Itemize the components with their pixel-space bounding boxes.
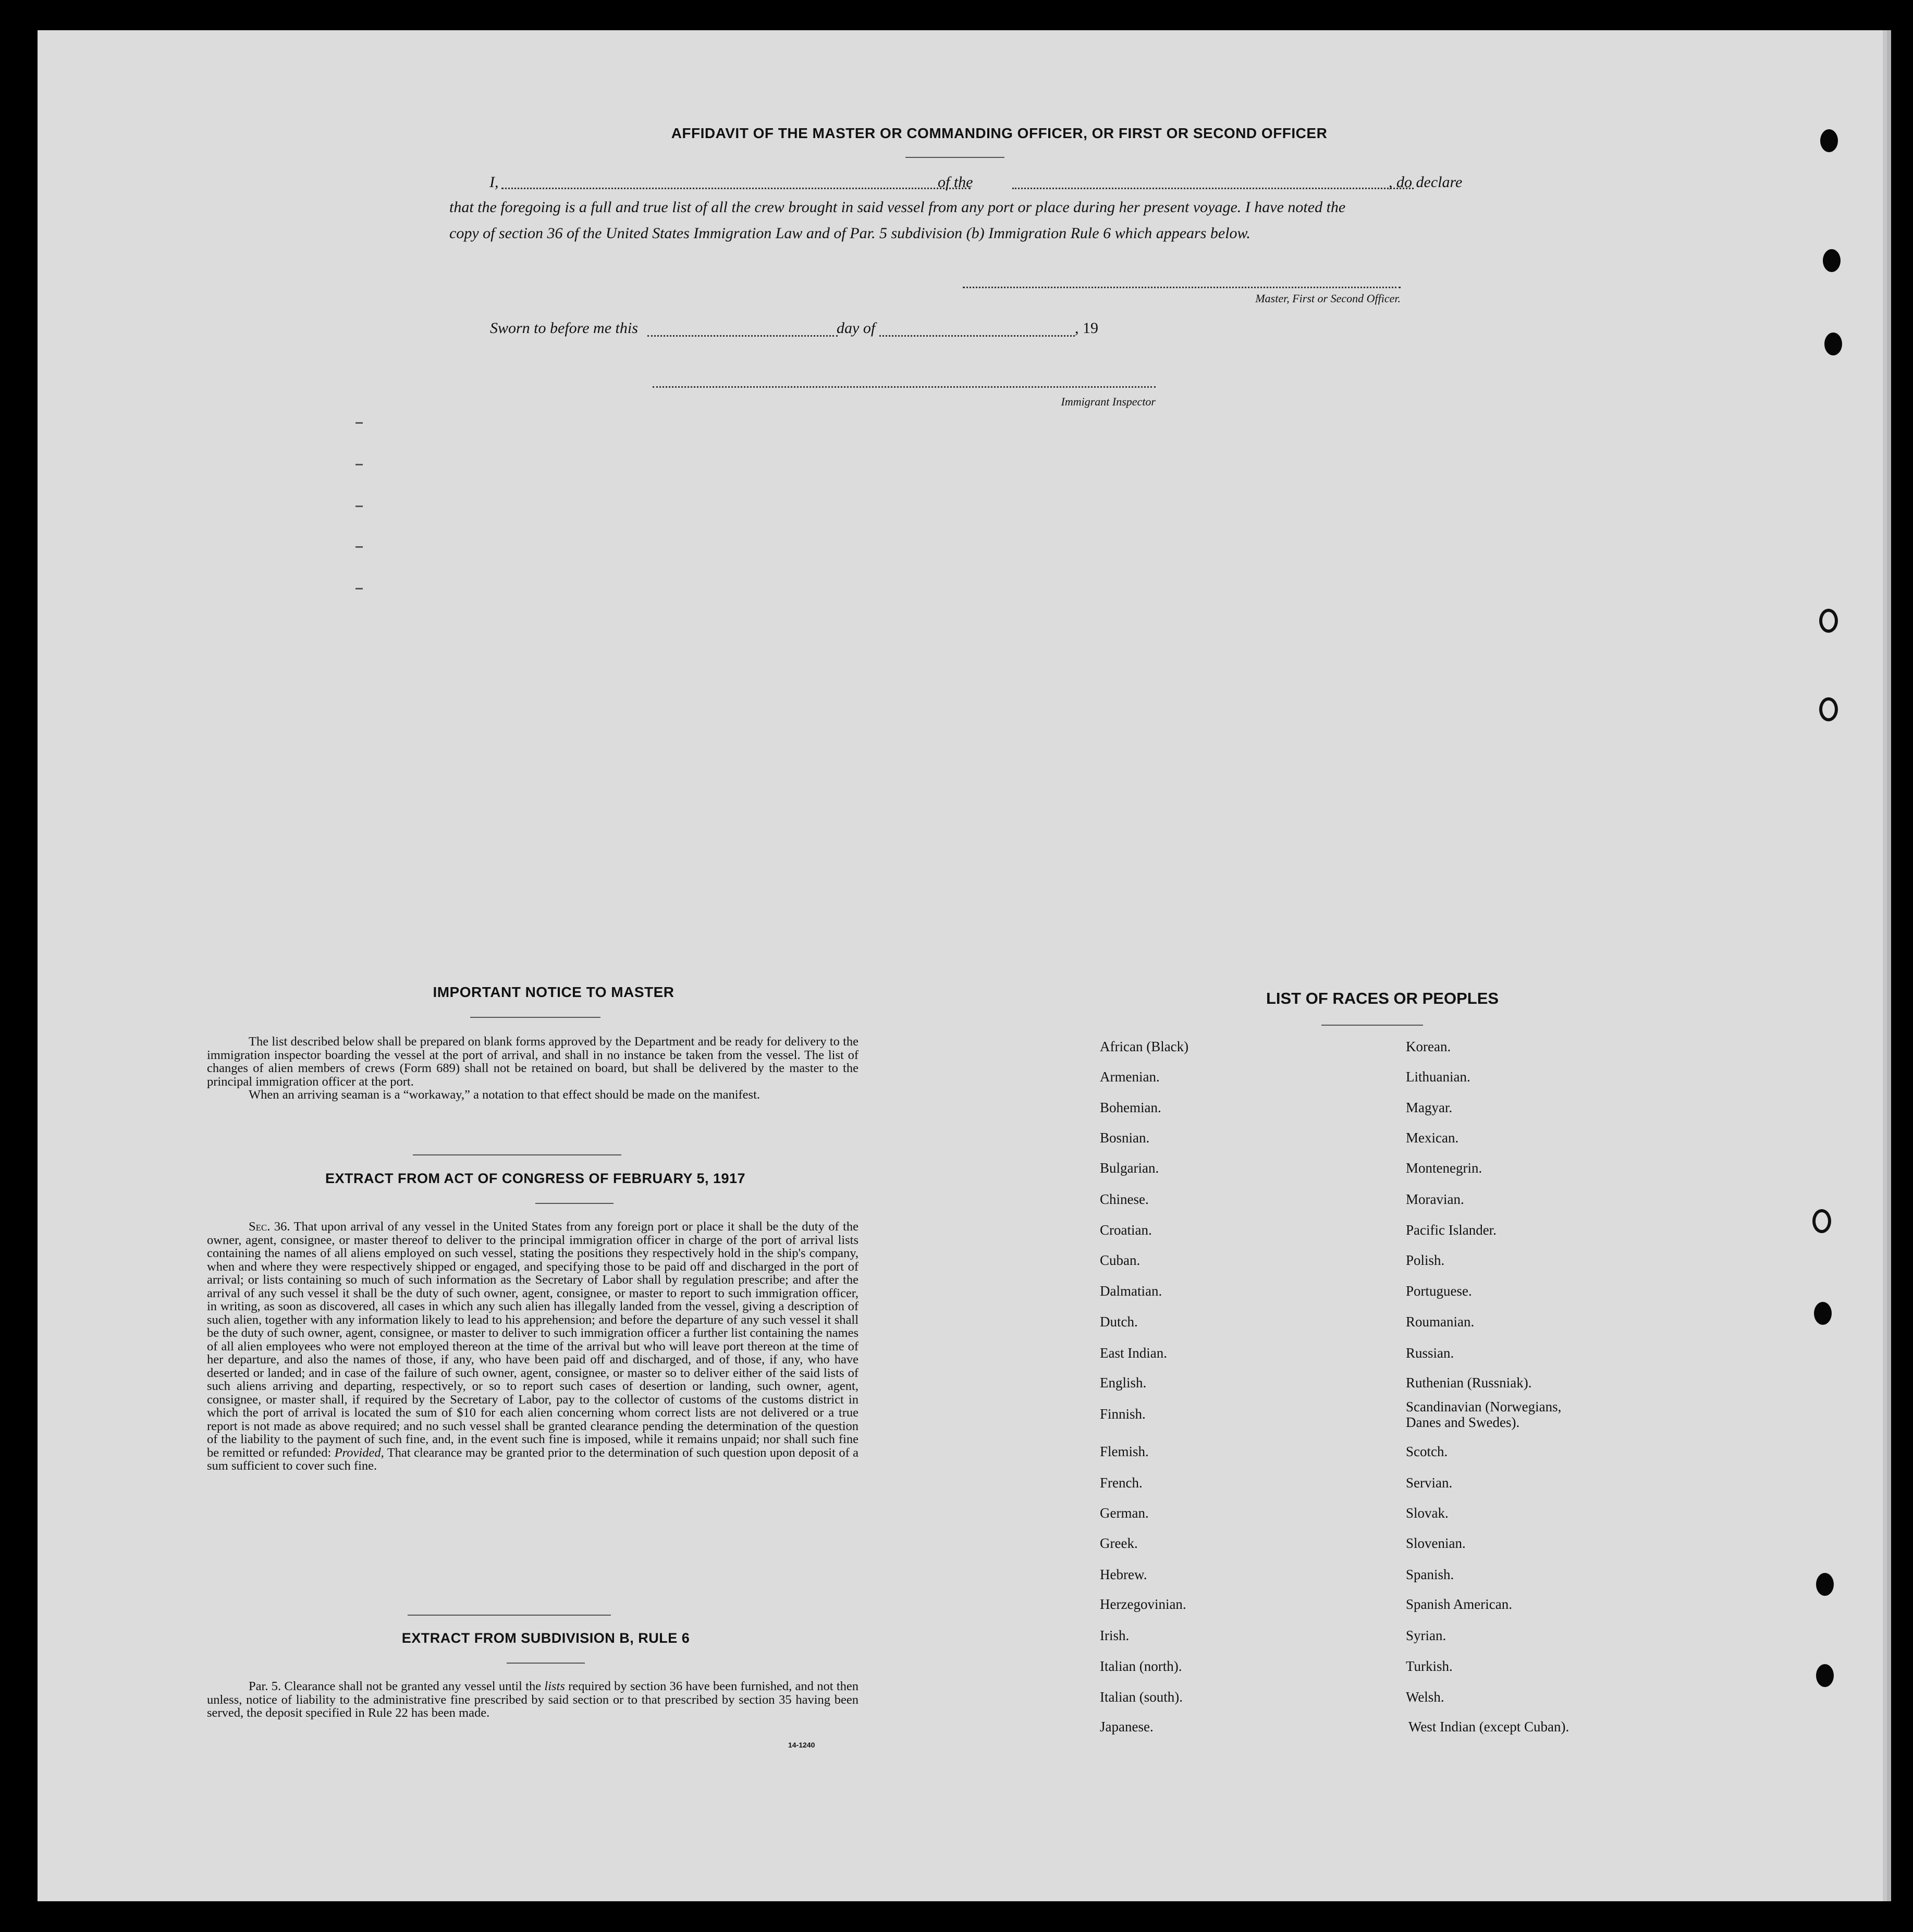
divider (470, 1017, 600, 1018)
race-item: Italian (north). (1100, 1658, 1182, 1674)
race-item: Montenegrin. (1406, 1160, 1482, 1176)
affidavit-line-i: I, (489, 174, 499, 191)
affidavit-line-2: that the foregoing is a full and true list of all the crew brought in said vessel from any port or place during her present voyage. I have noted the (449, 199, 1346, 216)
affidavit-line-3: copy of section 36 of the United States Immigration Law and of Par. 5 subdivision (b) Immigration Rule 6 which appears below. (449, 225, 1250, 242)
divider (535, 1203, 614, 1204)
binder-hole (1814, 1302, 1832, 1325)
bleed-mark (355, 506, 363, 507)
race-item: West Indian (except Cuban). (1408, 1719, 1569, 1734)
race-item: Bosnian. (1100, 1130, 1150, 1146)
sec-36-label: Sec. 36. (249, 1220, 290, 1234)
vessel-blank[interactable] (1012, 188, 1414, 189)
race-item: Moravian. (1406, 1191, 1464, 1207)
race-item: Roumanian. (1406, 1314, 1475, 1330)
bleed-mark (355, 464, 363, 465)
race-item: Lithuanian. (1406, 1069, 1470, 1085)
inspector-signature-line[interactable] (653, 386, 1156, 388)
race-item: Cuban. (1100, 1252, 1141, 1268)
sec-36-end: That clearance may be granted prior to the determination of such question upon deposit of a sum sufficient to cover such fine. (207, 1445, 859, 1473)
affidavit-declare: , do declare (1389, 174, 1463, 191)
race-item: Turkish. (1406, 1658, 1453, 1674)
race-item: East Indian. (1100, 1345, 1167, 1361)
sworn-month-blank[interactable] (879, 335, 1075, 337)
race-item: Bohemian. (1100, 1100, 1161, 1115)
race-item: Servian. (1406, 1475, 1453, 1491)
races-title: LIST OF RACES OR PEOPLES (1266, 989, 1499, 1007)
document-page (38, 30, 1883, 1901)
race-item: Dalmatian. (1100, 1283, 1162, 1299)
race-item: Scandinavian (Norwegians, Danes and Swedes). (1406, 1399, 1562, 1430)
race-item: German. (1100, 1505, 1149, 1521)
race-item: Spanish. (1406, 1567, 1454, 1582)
rule-paragraph (207, 1680, 859, 1720)
binder-hole (1819, 609, 1838, 633)
race-item: Dutch. (1100, 1314, 1138, 1330)
binder-hole (1816, 1664, 1834, 1687)
binder-hole (1816, 1573, 1834, 1596)
race-item: Irish. (1100, 1628, 1130, 1643)
divider (905, 157, 1004, 158)
race-item: Syrian. (1406, 1628, 1446, 1643)
race-item: African (Black) (1100, 1039, 1189, 1054)
race-item: Mexican. (1406, 1130, 1459, 1146)
name-blank[interactable] (501, 188, 971, 189)
divider (408, 1615, 611, 1616)
day-of-text: day of (837, 319, 876, 337)
act-extract-title: EXTRACT FROM ACT OF CONGRESS OF FEBRUARY 5, 1917 (325, 1171, 746, 1186)
race-item: Japanese. (1100, 1719, 1154, 1734)
race-item: Korean. (1406, 1039, 1451, 1054)
bleed-mark (355, 422, 363, 424)
race-item: Russian. (1406, 1345, 1454, 1361)
bleed-mark (355, 546, 363, 548)
race-item: Polish. (1406, 1252, 1445, 1268)
binder-hole (1812, 1209, 1831, 1233)
race-item: Greek. (1100, 1535, 1138, 1551)
race-item: Croatian. (1100, 1222, 1152, 1238)
divider (507, 1663, 585, 1664)
binder-hole (1824, 333, 1842, 355)
notice-text-1: The list described below shall be prepared on blank forms approved by the Department and be ready for delivery to the immigration inspector boarding the vessel at the port of arrival, and shall in no instance be taken from the vessel. The list of changes of alien members of crews (Form 689) shall not be retained on board, but shall be delivered by the master to the principal immigration officer at the port. (207, 1035, 859, 1089)
race-item: Slovak. (1406, 1505, 1449, 1521)
sec-36-body: That upon arrival of any vessel in the United States from any foreign port or place it shall be the duty of the owner, agent, consignee, or master thereof to deliver to the principal immigration officer in charge of the port of arrival lists containing the names of all aliens employed on such vessel, stating the positions they respectively hold in the ship's company, when and where they were respectively shipped or engaged, and specifying those to be paid off and discharged in the port of arrival; or lists containing so much of such information as the Secretary of Labor shall by regulation prescribe; and after the arrival of any such vessel it shall be the duty of such owner, agent, consignee, or master to report to such immigration officer, in writing, as soon as discovered, all cases in which any such alien has illegally landed from the vessel, giving a description of such alien, together with any information likely to lead to his apprehension; and before the departure of any such vessel it shall be the duty of such owner, agent, consignee, or master to deliver to such immigration officer a further list containing the names of all alien employees who were not employed thereon at the time of the arrival but who will leave port thereon at the time of her departure, and also the names of those, if any, who have been paid off and discharged, and of those, if any, who have deserted or landed; and in case of the failure of such owner, agent, consignee, or master so to deliver either of the said lists of such aliens arriving and departing, respectively, or so to report such cases of desertion or landing, such owner, agent, consignee, or master shall, if required by the Secretary of Labor, pay to the collector of customs of the customs district in which the port of arrival is located the sum of $10 for each alien concerning whom correct lists are not delivered or a true report is not made as above required; and no such vessel shall be granted clearance pending the determination of the question of the liability to the payment of such fine, and, in the event such fine is imposed, while it remains unpaid; nor shall such fine be remitted or refunded: (207, 1220, 859, 1460)
notice-paragraph (207, 1035, 859, 1102)
race-item: Slovenian. (1406, 1535, 1466, 1551)
form-number: 14-1240 (788, 1741, 815, 1749)
rule-extract-title: EXTRACT FROM SUBDIVISION B, RULE 6 (401, 1630, 690, 1646)
provided-word: Provided, (334, 1445, 384, 1460)
race-item: French. (1100, 1475, 1143, 1491)
binder-hole (1823, 249, 1841, 272)
race-item: Magyar. (1406, 1100, 1453, 1115)
race-item: Pacific Islander. (1406, 1222, 1497, 1238)
race-item: Finnish. (1100, 1406, 1146, 1422)
race-item: Portuguese. (1406, 1283, 1472, 1299)
inspector-label: Immigrant Inspector (1061, 395, 1156, 408)
rule-text-b: required by section 36 have been furnished, and not then unless, notice of liability to the administrative fine prescribed by said section or to that prescribed by section 35 having been served, the deposit specified in Rule 22 has been made. (207, 1679, 859, 1720)
affidavit-title: AFFIDAVIT OF THE MASTER OR COMMANDING OFFICER, OR FIRST OR SECOND OFFICER (671, 125, 1328, 141)
bleed-mark (355, 588, 363, 589)
master-signature-label: Master, First or Second Officer. (1255, 292, 1401, 305)
notice-title: IMPORTANT NOTICE TO MASTER (433, 984, 675, 1000)
race-item: English. (1100, 1375, 1147, 1390)
sworn-day-blank[interactable] (647, 335, 838, 337)
race-item: Flemish. (1100, 1444, 1149, 1459)
sec-36-text (207, 1220, 859, 1473)
race-item: Italian (south). (1100, 1689, 1183, 1705)
divider (1321, 1025, 1423, 1026)
notice-text-2: When an arriving seaman is a “workaway,” a notation to that effect should be made on the manifest. (249, 1088, 761, 1102)
race-item: Hebrew. (1100, 1567, 1147, 1582)
lists-word: lists (544, 1679, 565, 1693)
race-item: Spanish American. (1406, 1596, 1512, 1612)
binder-hole (1819, 697, 1838, 721)
affidavit-of-the: of the (938, 174, 973, 191)
race-item: Bulgarian. (1100, 1160, 1159, 1176)
race-item: Welsh. (1406, 1689, 1444, 1705)
race-item: Herzegovinian. (1100, 1596, 1186, 1612)
year-text: , 19 (1075, 319, 1098, 337)
race-item: Armenian. (1100, 1069, 1160, 1085)
rule-text-a: Par. 5. Clearance shall not be granted any vessel until the (249, 1679, 542, 1693)
master-signature-line[interactable] (963, 287, 1401, 288)
race-item: Ruthenian (Russniak). (1406, 1375, 1532, 1390)
divider (413, 1154, 621, 1155)
race-item: Scotch. (1406, 1444, 1448, 1459)
sworn-text: Sworn to before me this (490, 319, 638, 337)
binder-hole (1820, 129, 1838, 152)
race-item: Chinese. (1100, 1191, 1149, 1207)
